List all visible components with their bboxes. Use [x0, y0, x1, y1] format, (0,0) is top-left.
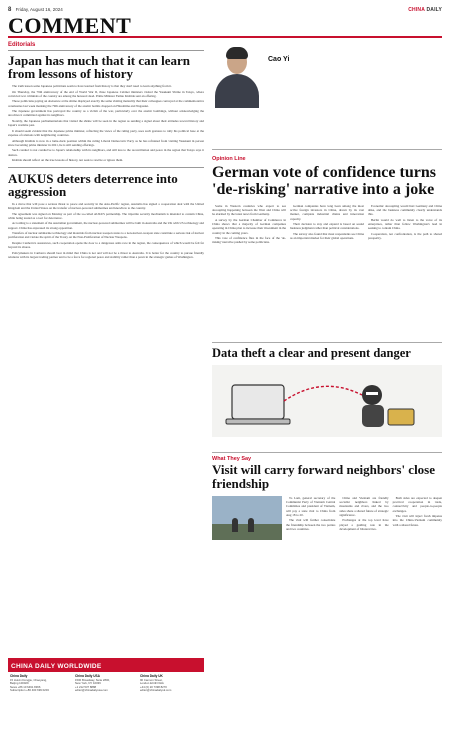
paragraph: A survey by the German Chamber of Commerce in China shows that a majority of German companies operating in China plan to increase their investment in the country in the coming years.	[212, 218, 286, 235]
opinion-column	[212, 42, 442, 246]
paragraph: To Lam, general secretary of the Communist Party of Vietnam Central Committee and president of Vietnam, will pay a state visit to China from Aug 18 to 20.	[286, 496, 336, 517]
office-line: 15 Huixin Dongjie, Chaoyang,	[10, 677, 48, 682]
issue-date: Friday, August 16, 2024	[15, 7, 63, 12]
text-column	[368, 204, 442, 246]
paragraph: In a move that will pose a serious threat to peace and security in the Asia-Pacific region, Australia has signed a cooperation deal with the United Kingdom and the United States on the transfer of nuclear-powered submarines and knowhow to the country.	[8, 201, 204, 211]
paragraph: Economic decoupling would hurt Germany and China alike, and the business community clearly understands this.	[368, 204, 442, 217]
what-they-say-section	[212, 452, 442, 540]
paragraph: Some in Western countries who expect to see decoupling happening between the West and China will be alarmed by the latest news from Germany.	[212, 204, 286, 217]
paragraph: Such conduct is not conducive to Japan's relationship with its neighbors, and still less to the reconciliation and peace in the region that Tokyo says it desires.	[8, 148, 204, 157]
paragraph: According to a statement of the Australian government, the nuclear-powered submarines will be built in Australia and the UK with US technology and support. China has expressed its strong opposition.	[8, 221, 204, 230]
photo-ground	[212, 524, 282, 540]
what-they-say-body-top	[286, 496, 442, 540]
paragraph: German companies have long been among the most active foreign investors in China, drawn by its vast market, complete industrial chains and innovation capacity.	[290, 204, 364, 221]
cartoon-headline: Data theft a clear and present danger	[212, 346, 411, 360]
office-line: News +86 10 6491 8366	[10, 684, 41, 689]
editorials-label: Editorials	[8, 42, 204, 51]
brand-logo	[408, 7, 442, 13]
text-column	[393, 496, 442, 540]
what-they-say-label: What They Say	[212, 456, 252, 462]
contact-box-title: CHINA DAILY WORLDWIDE	[8, 661, 204, 672]
news-photo	[212, 496, 282, 540]
brand-prefix: CHINA	[408, 7, 425, 13]
author-portrait	[212, 44, 264, 108]
text-column	[212, 204, 286, 246]
opinion-headline: German vote of confidence turns 'de-risking' narrative into a joke	[212, 164, 436, 198]
paragraph: Berlin would do well to listen to the voice of its enterprises, rather than follow Washington's lead in seeking to contain China.	[368, 218, 442, 231]
office-entry	[140, 675, 202, 693]
paragraph: Policymakers in Canberra should bear in mind that China is not and will not be a threat to Australia. It is better for the country to pursue friendly relations with its largest trading partner and to be a force for regional peace and stability rather than a pawn in the strategic games of Washington.	[8, 250, 204, 260]
cartoon-section	[212, 342, 442, 450]
cartoon-illustration	[212, 365, 442, 437]
paragraph: Both sides are expected to deepen practical cooperation in trade, connectivity and people-to-people exchanges.	[392, 496, 442, 513]
paragraph: The agreement was signed on Monday as part of the so-called AUKUS partnership. The tripartite security mechanism is intended to contain China, while being touted as a tool for deterrence.	[8, 211, 204, 220]
office-line: editor@chinadailyuk.com	[140, 688, 172, 693]
paragraph: Despite Canberra's assurances, such cooperation opens the door to a dangerous arms race in the region, the consequences of which would be felt far beyond its shores.	[8, 241, 204, 250]
what-they-say-headline: Visit will carry forward neighbors' close friendship	[212, 462, 436, 491]
office-line: Subscription +86 400 699 0203	[10, 688, 49, 693]
thief-mask	[366, 392, 378, 395]
brand-suffix: DAILY	[426, 7, 442, 13]
portrait-shoulders	[215, 74, 259, 108]
office-line: editor@chinadailyusa.com	[75, 688, 108, 693]
office-line: +44 (0) 20 7398 8270	[140, 684, 167, 689]
paragraph: The survey also found that most respondents see China as an important market for their global operations.	[290, 232, 364, 241]
loot-bag	[388, 409, 414, 425]
page-number: 8	[8, 7, 12, 13]
paragraph: Cooperation, not confrontation, is the path to shared prosperity.	[368, 232, 442, 241]
paragraph: The Japanese government has portrayed the country as a victim of the war, particularly over the atomic bombings, without acknowledging the atrocities it committed against its neighbors.	[8, 109, 204, 118]
paragraph: Those politicians paying an obeisance at the shrine displayed exactly the same visiting mentality that their colleagues conveyed at the commemorative ceremonies last week marking the 79th anniversary of the atomic bombs dropped on Hiroshima and Nagasaki.	[8, 99, 204, 108]
office-name: China Daily UK	[140, 674, 163, 678]
laptop-base	[226, 419, 290, 424]
photo-row	[212, 496, 442, 540]
paragraph: Kishida should reflect on the true lessons of history, not seek to rewrite or ignore them.	[12, 158, 124, 163]
editorial-2-headline: AUKUS deters deterrence into aggression	[8, 170, 178, 199]
paragraph: The visit will further consolidate the friendship between the two parties and two countries.	[286, 518, 336, 531]
paragraph: The truth lesson some Japanese politicians seem to have learned from history is that they don't need to learn anything from it.	[12, 84, 172, 88]
paragraph: The visit will inject fresh impetus into the China-Vietnam community with a shared future.	[392, 514, 442, 527]
opinion-label: Opinion Line	[212, 156, 246, 162]
paragraph: Transfers of nuclear submarine technology and materials from nuclear-weapon states to a non-nuclear-weapon state constitute a serious risk of nuclear proliferation and violate the spirit of the Treaty on the Non-Proliferation of Nuclear Weapons.	[8, 231, 204, 240]
office-line: 90 Cannon Street,	[140, 677, 163, 682]
editorial-1-headline: Japan has much that it can learn from lessons of history	[8, 53, 191, 81]
office-entry	[10, 675, 72, 693]
thief-body	[362, 405, 384, 427]
text-column	[290, 204, 364, 246]
office-line: +1 212 537 8888	[75, 684, 97, 689]
paragraph: Notably, the Japanese parliamentarians that visited the shrine will be seen in the region as sending a signal about their attitudes toward history and Japan's wartime past.	[8, 118, 204, 128]
paragraph: Exchanges at the top level have played a guiding role in the development of bilateral ties.	[339, 518, 389, 531]
office-name: China Daily	[10, 674, 28, 678]
photo-figure	[248, 518, 254, 532]
paragraph: This vote of confidence flies in the face of the 'de-risking' narrative pushed by some politicians.	[212, 236, 286, 245]
paragraph: Their decision to stay and expand is based on sound business judgment rather than political considerations.	[290, 222, 364, 231]
editorials-column	[8, 42, 204, 261]
masthead	[8, 14, 442, 38]
text-column	[339, 496, 388, 540]
office-line: London EC4N 6HA	[140, 681, 164, 686]
office-line: 1500 Broadway, Suite 2800,	[75, 677, 110, 682]
office-list	[8, 672, 204, 696]
section-title: COMMENT	[8, 13, 132, 38]
paragraph: China and Vietnam are friendly socialist neighbors linked by mountains and rivers, and the two sides share a shared future of strategic significance.	[339, 496, 389, 517]
text-column	[286, 496, 335, 540]
contact-box	[8, 658, 204, 741]
paragraph: On Thursday, the 79th anniversary of the end of World War II, three Japanese Cabinet ministers visited the Yasukuni Shrine in Tokyo, where convicted war criminals of the country are among the honored dead. Prime Minister Fumio Kishida sent an offering.	[8, 89, 204, 98]
portrait-hair	[226, 47, 248, 59]
office-line: Beijing 100029	[10, 681, 29, 686]
divider	[8, 167, 204, 168]
author-name: Cao Yi	[268, 56, 290, 63]
editorial-2-body	[8, 202, 204, 259]
photo-figure	[232, 518, 238, 532]
opinion-body	[212, 204, 442, 246]
office-line: New York, NY 10036	[75, 681, 101, 686]
author-row	[212, 42, 442, 150]
office-entry	[75, 675, 137, 693]
paragraph: It should seem evident that the Japanese prime minister, reflecting the views of the ruling party, uses such gestures to rally his political base at the expense of relations with neighboring countries.	[8, 128, 204, 137]
laptop-screen	[232, 385, 284, 419]
editorial-1-body	[8, 84, 204, 162]
office-name: China Daily USA	[75, 674, 100, 678]
paragraph: Although Kishida is now in a lame-duck position within the ruling Liberal Democratic Party as he has refrained from visiting Yasukuni in person since becoming prime minister in 2021, he is still sending offerings.	[8, 138, 204, 147]
